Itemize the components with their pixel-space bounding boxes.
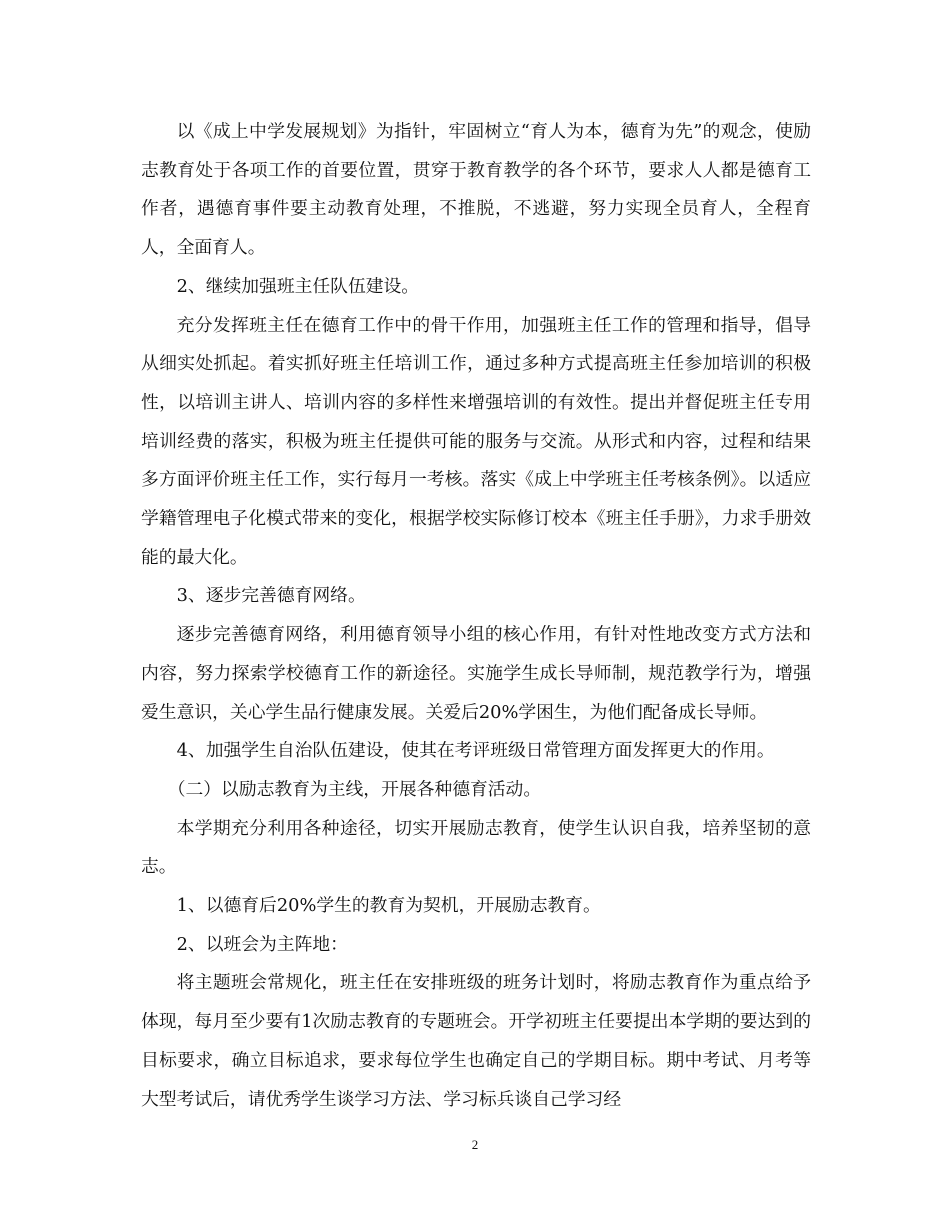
document-body bbox=[141, 113, 811, 1119]
paragraph-class-meeting: 将主题班会常规化，班主任在安排班级的班务计划时，将励志教育作为重点给予体现，每月至少要有1次励志教育的专题班会。开学初班主任要提出本学期的要达到的目标要求，确立目标追求，要求每位学生也确定自己的学期目标。期中考试、月考等大型考试后，请优秀学生谈学习方法、学习标兵谈自己学习经 bbox=[141, 972, 811, 1110]
section-heading-part-2: （二）以励志教育为主线，开展各种德育活动。 bbox=[167, 778, 542, 800]
section-heading-4: 4、加强学生自治队伍建设，使其在考评班级日常管理方面发挥更大的作用。 bbox=[176, 740, 775, 762]
subsection-heading-2: 2、以班会为主阵地： bbox=[176, 933, 348, 955]
section-heading-2: 2、继续加强班主任队伍建设。 bbox=[176, 275, 420, 297]
paragraph-head-teacher: 充分发挥班主任在德育工作中的骨干作用，加强班主任工作的管理和指导，倡导从细实处抓起。着实抓好班主任培训工作，通过多种方式提高班主任参加培训的积极性，以培训主讲人、培训内容的多样性来增强培训的有效性。提出并督促班主任专用培训经费的落实，积极为班主任提供可能的服务与交流。从形式和内容，过程和结果多方面评价班主任工作，实行每月一考核。落实《成上中学班主任考核条例》。以适应学籍管理电子化模式带来的变化，根据学校实际修订校本《班主任手册》，力求手册效能的最大化。 bbox=[141, 314, 811, 568]
section-heading-3: 3、逐步完善德育网络。 bbox=[176, 585, 366, 607]
page-number: 2 bbox=[471, 1137, 479, 1152]
paragraph-moral-network: 逐步完善德育网络，利用德育领导小组的核心作用，有针对性地改变方式方法和内容，努力探索学校德育工作的新途径。实施学生成长导师制，规范教学行为，增强爱生意识，关心学生品行健康发展。关爱后20%学困生，为他们配备成长导师。 bbox=[141, 624, 811, 723]
paragraph-inspirational-education: 本学期充分利用各种途径，切实开展励志教育，使学生认识自我，培养坚韧的意志。 bbox=[141, 817, 811, 878]
paragraph-guiding-principle: 以《成上中学发展规划》为指针，牢固树立“育人为本，德育为先”的观念，使励志教育处于各项工作的首要位置，贯穿于教育教学的各个环节，要求人人都是德育工作者，遇德育事件要主动教育处理，不推脱，不逃避，努力实现全员育人，全程育人，全面育人。 bbox=[141, 121, 811, 259]
subsection-heading-1: 1、以德育后20%学生的教育为契机，开展励志教育。 bbox=[176, 895, 601, 917]
